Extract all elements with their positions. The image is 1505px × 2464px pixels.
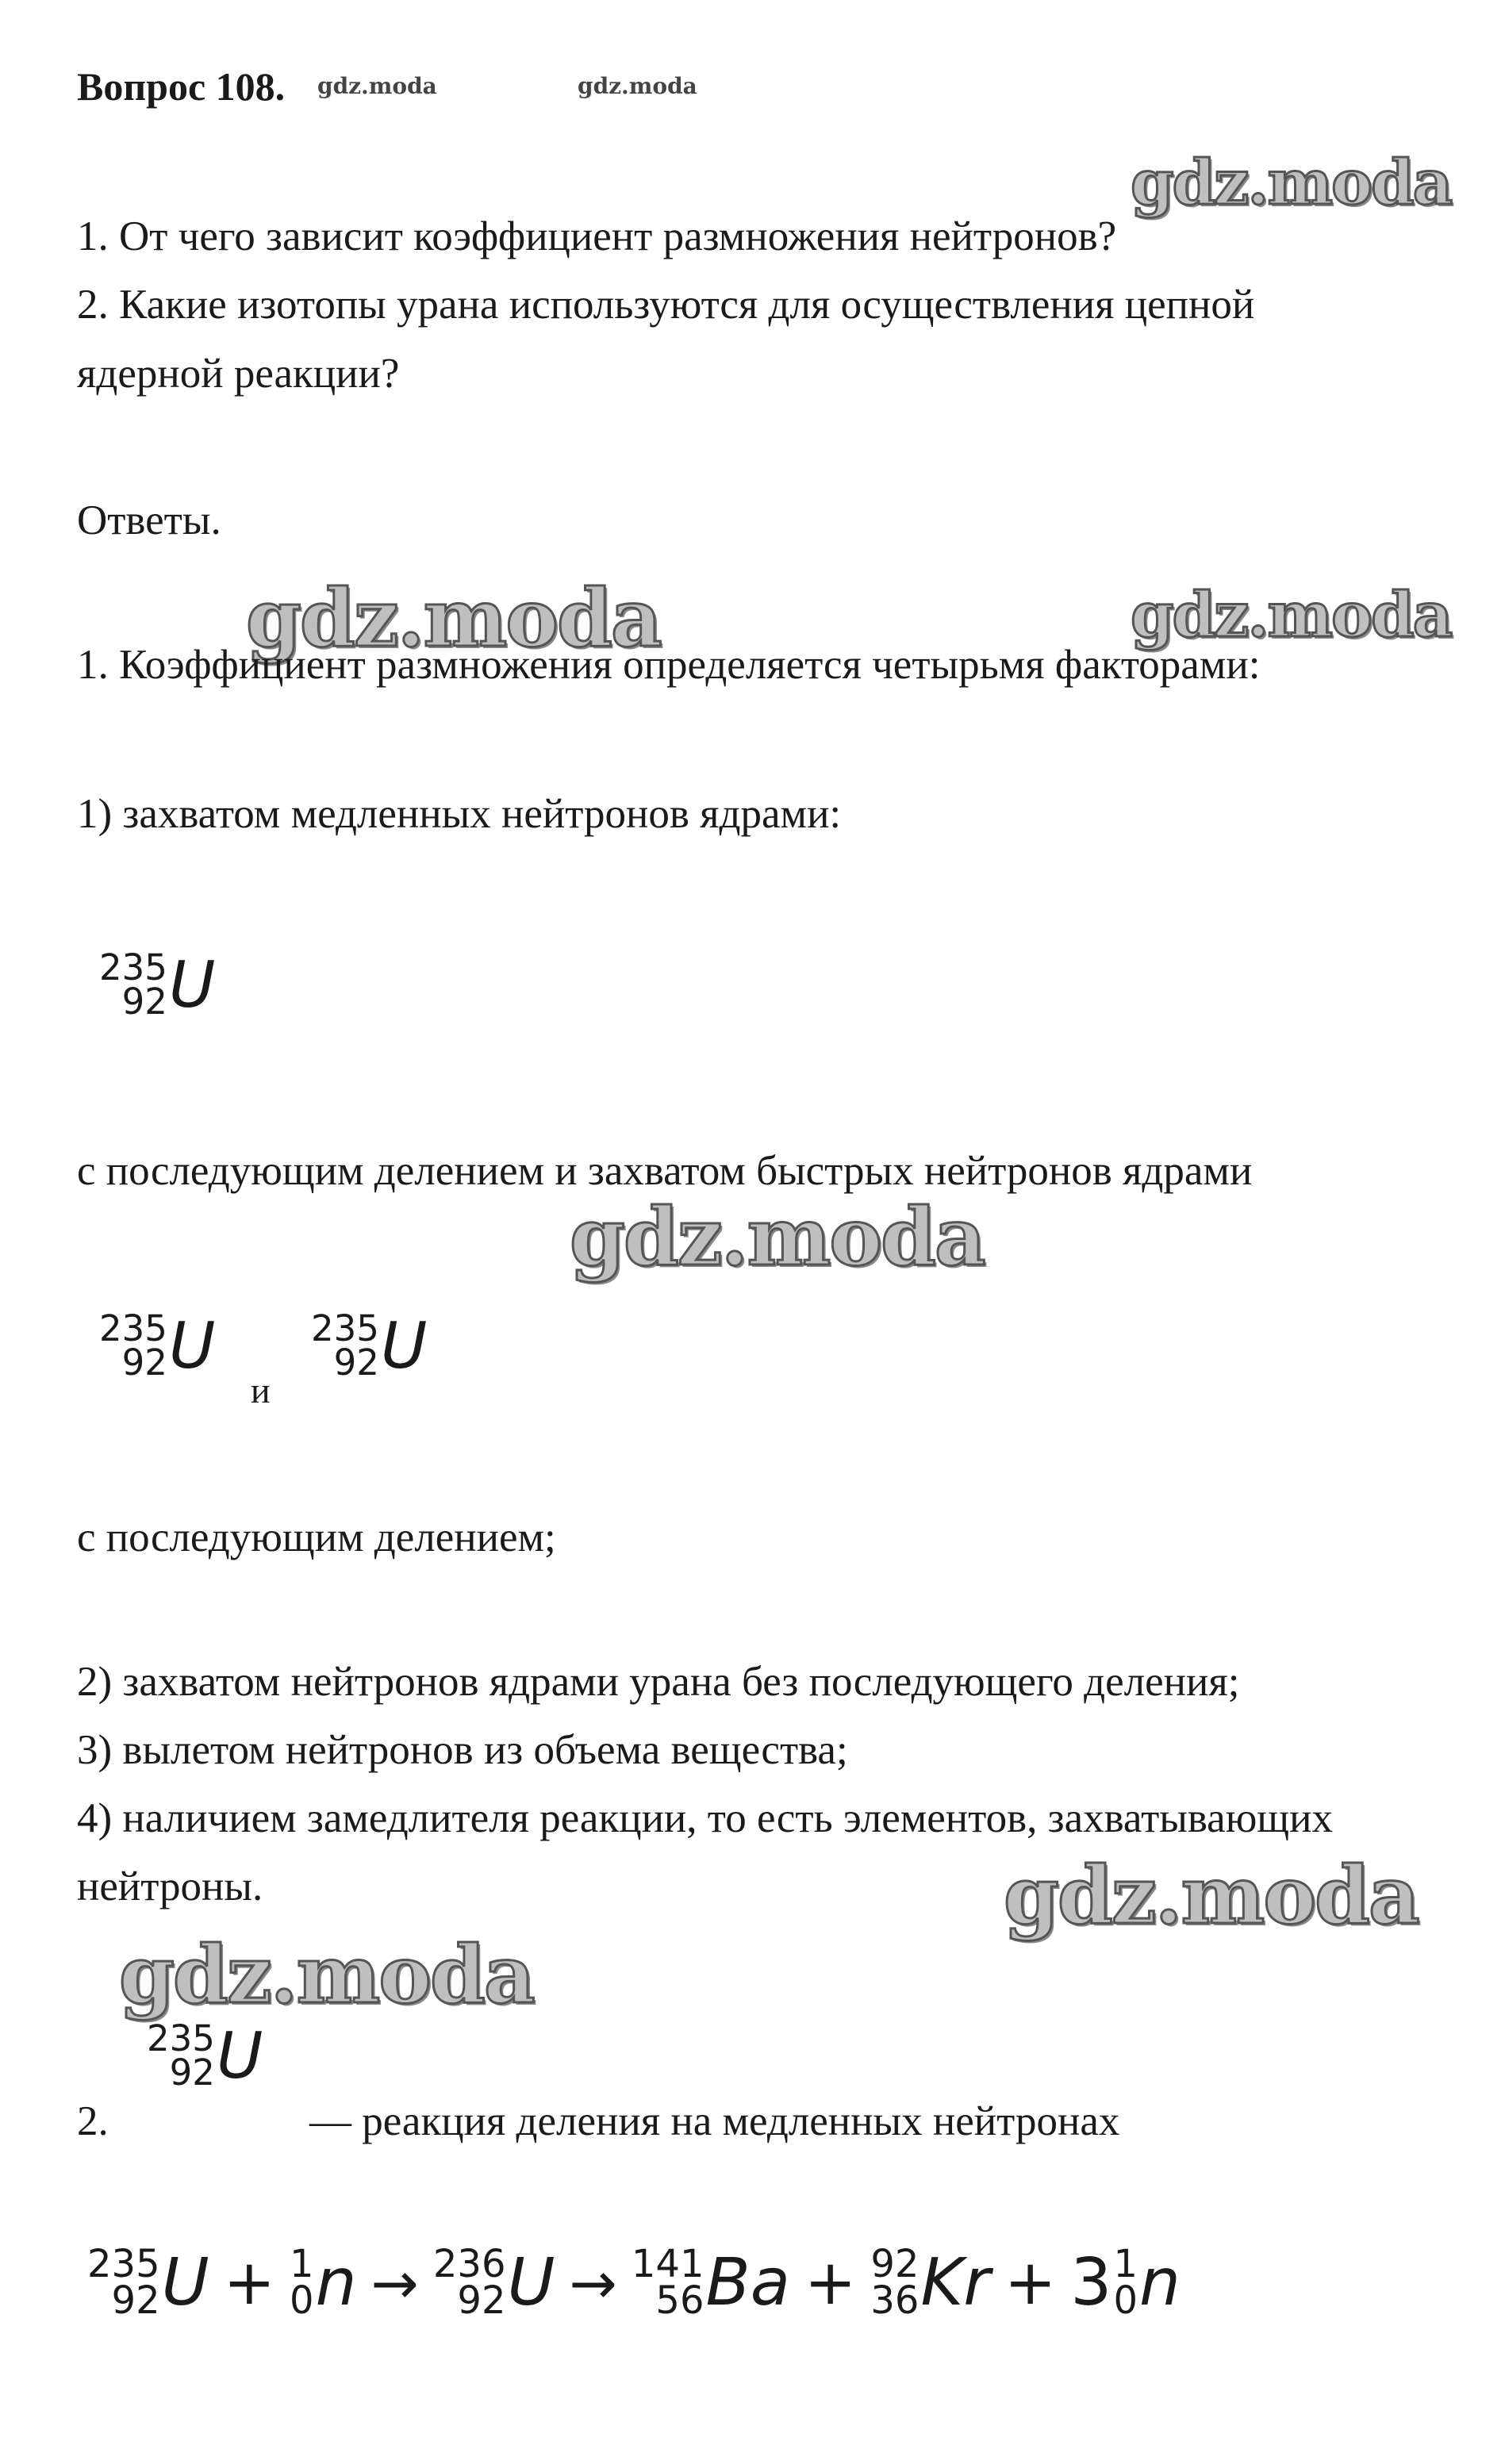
fission-equation (87, 2241, 1181, 2323)
after-factor-1b: с последующим делением; (77, 1514, 556, 1560)
factor-4-cont: нейтроны. (77, 1863, 263, 1909)
eq-u236: 236 92 U (432, 2241, 555, 2323)
eq-neutron: 1 0 n (290, 2241, 357, 2323)
watermark: gdz.moda (1131, 147, 1452, 219)
question-2: 2. Какие изотопы урана используются для осуществления цепной (77, 282, 1255, 328)
eq-plus: + (223, 2247, 276, 2319)
eq-u235: 235 92 U (87, 2241, 209, 2323)
answer1-intro: 1. Коэффициент размножения определяется четырьмя факторами: (77, 642, 1261, 688)
eq-arrow: → (370, 2249, 419, 2316)
question-2-cont: ядерной реакции? (77, 351, 400, 397)
formula-u235-b: 235 92 U (311, 1307, 428, 1384)
formula-u235: 235 92 U (99, 946, 216, 1023)
watermark: gdz.moda (317, 73, 437, 99)
factor-2: 2) захватом нейтронов ядрами урана без последующего деления; (77, 1659, 1240, 1705)
answer2-number: 2. (77, 2098, 109, 2144)
page-title: Вопрос 108. (77, 64, 286, 109)
watermark: gdz.moda (578, 73, 697, 99)
eq-kr92: 92 36 Kr (870, 2241, 990, 2323)
eq-ba141: 141 56 Ba (631, 2241, 790, 2323)
factor-1: 1) захватом медленных нейтронов ядрами: (77, 791, 842, 837)
watermark: gdz.moda (570, 1190, 985, 1284)
eq-plus: + (804, 2247, 857, 2319)
factor-3: 3) вылетом нейтронов из объема вещества; (77, 1727, 848, 1773)
after-factor-1: с последующим делением и захватом быстрых нейтронов ядрами (77, 1148, 1253, 1194)
conjunction: и (251, 1370, 271, 1410)
formula-u235-a: 235 92 U (99, 1307, 216, 1384)
watermark: gdz.moda (119, 1928, 534, 2021)
answers-heading: Ответы. (77, 497, 221, 543)
watermark: gdz.moda (1004, 1848, 1419, 1942)
watermark: gdz.moda (246, 571, 661, 665)
formula-u235-answer2: 235 92 U (147, 2017, 263, 2094)
eq-plus: + (1004, 2247, 1057, 2319)
answer2-text: — реакция деления на медленных нейтронах (309, 2098, 1120, 2144)
eq-arrow: → (569, 2249, 617, 2316)
watermark: gdz.moda (1131, 579, 1452, 651)
factor-4: 4) наличием замедлителя реакции, то есть элементов, захватывающих (77, 1795, 1333, 1841)
eq-3-neutrons: 3 1 0 n (1070, 2241, 1181, 2323)
question-1: 1. От чего зависит коэффициент размножения нейтронов? (77, 213, 1117, 259)
